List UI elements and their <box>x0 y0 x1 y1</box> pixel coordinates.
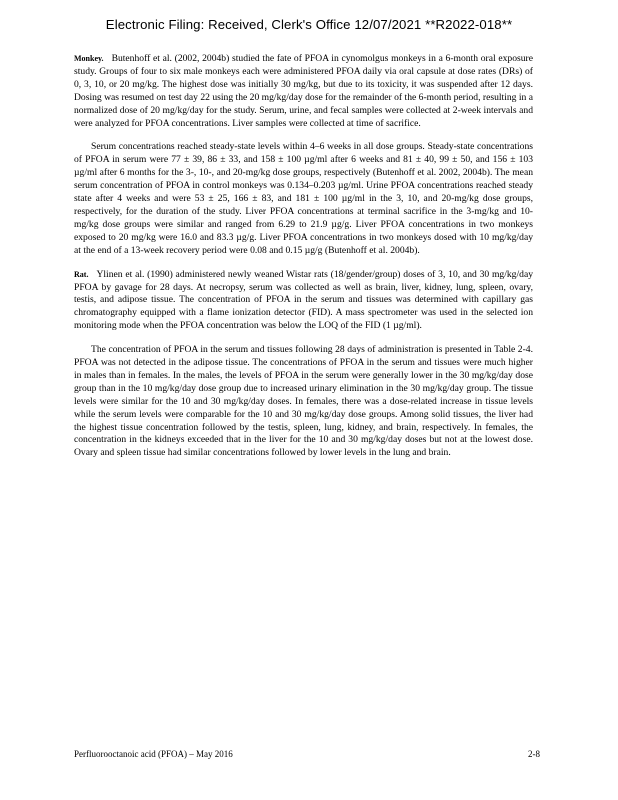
paragraph-text: Butenhoff et al. (2002, 2004b) studied the fate of PFOA in cynomolgus monkeys in a 6-month oral exposure study. Groups of four to six male monkeys each were administered PFOA daily via oral capsule at dose rates (DRs) of 0, 3, 10, or 20 mg/kg. The highest dose was initially 30 mg/kg, but due to its toxicity, it was suspended after 12 days. Dosing was resumed on test day 22 using the 20 mg/kg/day dose for the remainder of the 6-month period, resulting in a normalized dose of 20 mg/kg/day for the study. Serum, urine, and fecal samples were collected at 2-week intervals and were analyzed for PFOA concentrations. Liver samples were collected at time of sacrifice. <box>74 53 533 129</box>
paragraph-text: Ylinen et al. (1990) administered newly weaned Wistar rats (18/gender/group) doses of 3, 10, and 30 mg/kg/day PFOA by gavage for 28 days. At necropsy, serum was collected as well as brain, liver, kidney, lung, spleen, ovary, testis, and adipose tissue. The concentration of PFOA in the serum and tissues was determined with capillary gas chromatography equipped with a flame ionization detector (FID). A mass spectrometer was used in the selected ion monitoring mode when the PFOA concentration was below the LOQ of the FID (1 µg/ml). <box>74 268 533 332</box>
paragraph-monkey <box>74 53 533 130</box>
document-body <box>74 53 533 471</box>
page-number: 2-8 <box>528 749 540 759</box>
runin-heading-rat: Rat. <box>74 269 89 279</box>
paragraph-rat <box>74 269 533 334</box>
filing-header: Electronic Filing: Received, Clerk's Office 12/07/2021 **R2022-018** <box>105 17 513 32</box>
runin-heading-monkey: Monkey. <box>74 54 104 63</box>
paragraph-text: Serum concentrations reached steady-state levels within 4–6 weeks in all dose groups. Steady-state concentrations of PFOA in serum were 77 ± 39, 86 ± 33, and 158 ± 100 µg/ml after 6 weeks and 81 ± 40, 99 ± 50, and 156 ± 103 µg/ml after 6 months for the 3-, 10-, and 20-mg/kg dose groups, respectively (Butenhoff et al. 2002, 2004b). The mean serum concentration of PFOA in control monkeys was 0.134–0.203 µg/ml. Urine PFOA concentrations reached steady state after 4 weeks and were 53 ± 25, 166 ± 83, and 181 ± 100 µg/ml in the 3, 10, and 20-mg/kg dose groups, respectively, for the duration of the study. Liver PFOA concentrations at terminal sacrifice in the 3-mg/kg and 10-mg/kg dose groups were similar and ranged from 6.29 to 21.9 µg/g. Liver PFOA concentrations in two monkeys exposed to 20 mg/kg were 16.0 and 83.3 µg/g. Liver PFOA concentrations in two monkeys dosed with 10 mg/kg/day at the end of a 13-week recovery period were 0.08 and 0.15 µg/g (Butenhoff et al. 2004b). <box>74 141 533 256</box>
paragraph-serum-concentrations <box>74 141 533 257</box>
paragraph-tissue-concentrations <box>74 344 533 460</box>
paragraph-text: The concentration of PFOA in the serum and tissues following 28 days of administration is presented in Table 2-4. PFOA was not detected in the adipose tissue. The concentrations of PFOA in the serum and tissues were much higher in males than in females. In the males, the levels of PFOA in the serum were generally lower in the 30 mg/kg/day dose group than in the 10 mg/kg/day dose group due to increased urinary elimination in the 30 mg/kg/day group. The tissue levels were similar for the 10 and 30 mg/kg/day doses. In females, there was a dose-related increase in tissue levels while the serum levels were comparable for the 10 and 30 mg/kg/day dose groups. Among solid tissues, the liver had the highest tissue concentration followed by the testis, spleen, lung, kidney, and brain, respectively. In females, the concentration in the kidneys exceeded that in the liver for the 10 and 30 mg/kg/day doses but not at the lowest dose. Ovary and spleen tissue had similar concentrations followed by lower levels in the lung and brain. <box>74 344 533 459</box>
footer-document-title: Perfluorooctanoic acid (PFOA) – May 2016 <box>74 749 233 759</box>
